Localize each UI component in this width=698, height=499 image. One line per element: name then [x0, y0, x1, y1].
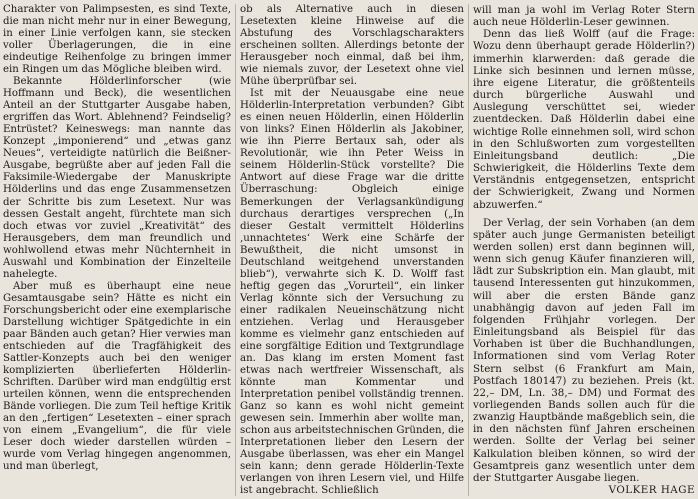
paragraph: Der Verlag, der sein Vorhaben (an dem später auch junge Germanisten beteiligt werden sollen) erst dann beginnen will, wenn sich genug Käufer finanzieren will, lädt zur Subskription ein. Man glaubt, mit tausend Interessenten gut hinzukommen, will aber die ersten Bände ganz unabhängig davon auf jeden Fall im folgenden Frühjahr vorlegen. Der Einleitungsband als Beispiel für das Vorhaben ist über die Buchhandlungen, Informationen sind vom Verlag Roter Stern selbst (6 Frankfurt am Main, Postfach 180147) zu beziehen. Preis (kt. 22,– DM, Ln. 38,– DM) und Format des vorliegenden Bands sollen auch für die zwanzig Hauptbände maßgeblich sein, die in den nächsten fünf Jahren erscheinen werden. Sollte der Verlag bei seiner Kalkulation bleiben können, so wird der Gesamtpreis ganz wesentlich unter dem der Stuttgarter Ausgabe liegen.	[473, 216, 695, 484]
paragraph: Aber muß es überhaupt eine neue Gesamtausgabe sein? Hätte es nicht ein Forschungsbericht oder eine exemplarische Darstellung wichtiger Spätgedichte in ein paar Bänden auch getan? Hier verwies man entschieden auf die Tragfähigkeit des Sattler-Konzepts auch bei den weniger komplizierten überlieferten Hölderlin-Schriften. Darüber wird man endgültig erst urteilen können, wenn die entsprechenden Bände vorliegen. Die zum Teil heftige Kritik an den „fertigen“ Lesetexten – einer sprach von einem „Evangelium“, die für viele Leser doch wieder darstellen würden – wurde vom Verlag hingegen angenommen, und man überlegt,	[3, 280, 231, 473]
article-column-2	[240, 4, 464, 499]
article-column-3	[473, 4, 695, 499]
article-column-1	[3, 4, 231, 499]
paragraph: Denn das ließ Wolff (auf die Frage: Wozu denn überhaupt gerade Hölderlin?) immerhin klarwerden: daß gerade die Linke sich besinnen und lernen müsse, ihre eigene Literatur, die größtenteils durch bürgerliche Auswahl und Auslegung verschüttet sei, wieder zuentdecken. Daß Hölderlin dabei eine wichtige Rolle einnehmen soll, wird schon in den Schlußworten zum vorgestellten Einleitungsband deutlich: „Die Schwierigkeit, die Hölderlins Texte dem Verständnis entgegensetzen, entspricht der Schwierigkeit, Zwang und Normen abzuwerfen.“	[473, 28, 695, 211]
paragraph: Bekannte Hölderlinforscher (wie Hoffmann und Beck), die wesentlichen Anteil an der Stuttgarter Ausgabe haben, ergriffen das Wort. Ablehnend? Feindselig? Entrüstet? Keineswegs: man nannte das Konzept „imponierend“ und „etwas ganz Neues“, verteidigte natürlich die Beißner-Ausgabe, begrüßte aber auf jeden Fall die Faksimile-Wiedergabe der Manuskripte Hölderlins und das enge Zusammensetzen der Schritte bis zum Lesetext. Nur was dessen Gestalt angeht, fürchtete man sich doch etwas vor zuviel „Kreativität“ des Herausgebers, dem man freundlich und wohlwollend etwas mehr Nüchternheit in Auswahl und Kombination der Einzelteile nahelegte.	[3, 76, 231, 280]
column-divider	[235, 4, 236, 496]
paragraph: Ist mit der Neuausgabe eine neue Hölderlin-Interpretation verbunden? Gibt es einen neuen Hölderlin, einen Hölderlin von links? Einen Hölderlin als Jakobiner, wie ihn Pierre Bertaux sah, oder als Revolutionär, wie ihn Peter Weiss in seinem Hölderlin-Stück vorstellte? Die Antwort auf diese Frage war die dritte Überraschung: Obgleich einige Bemerkungen der Verlagsankündigung durchaus derartiges versprechen („In dieser Gestalt vermittelt Hölderlins ‚unnachtetes‘ Werk eine Schärfe der Bewußtheit, die nicht umsonst in Deutschland weitgehend unverstanden blieb“), verwahrte sich K. D. Wolff fast heftig gegen das „Vorurteil“, ein linker Verlag könnte sich der Versuchung zu einer radikalen Neueinschätzung nicht entziehen. Verlag und Herausgeber komme es vielmehr ganz entschieden auf eine sorgfältige Edition und Textgrundlage an. Das klang im ersten Moment fast etwas nach wertfreier Wissenschaft, als könnte man Kommentar und Interpretation penibel vollständig trennen. Ganz so kann es wohl nicht gemeint gewesen sein. Immerhin aber wollte man, schon aus arbeitstechnischen Gründen, die Interpretationen lieber den Lesern der Ausgabe überlassen, was eher ein Mangel sein kann; denn gerade Hölderlin-Texte verlangen von ihren Lesern viel, und Hilfe ist angebracht. Schließlich	[240, 88, 464, 497]
paragraph: Charakter von Palimpsesten, es sind Texte, die man nicht mehr nur in einer Bewegung, in einer Linie verfolgen kann, sie stecken voller Überlagerungen, die in eine eindeutige Reihenfolge zu bringen immer ein Ringen um das Mögliche bleiben wird.	[3, 4, 231, 76]
author-signature: VOLKER HAGE	[608, 484, 695, 497]
paragraph: ob als Alternative auch in diesen Lesetexten kleine Hinweise auf die Abstufung des Vorschlagscharakters erscheinen sollten. Allerdings betonte der Herausgeber noch einmal, daß bei ihm, wie niemals zuvor, der Lesetext ohne viel Mühe überprüfbar sei.	[240, 4, 464, 88]
column-divider	[468, 4, 469, 496]
paragraph: will man ja wohl im Verlag Roter Stern auch neue Hölderlin-Leser gewinnen.	[473, 4, 695, 29]
